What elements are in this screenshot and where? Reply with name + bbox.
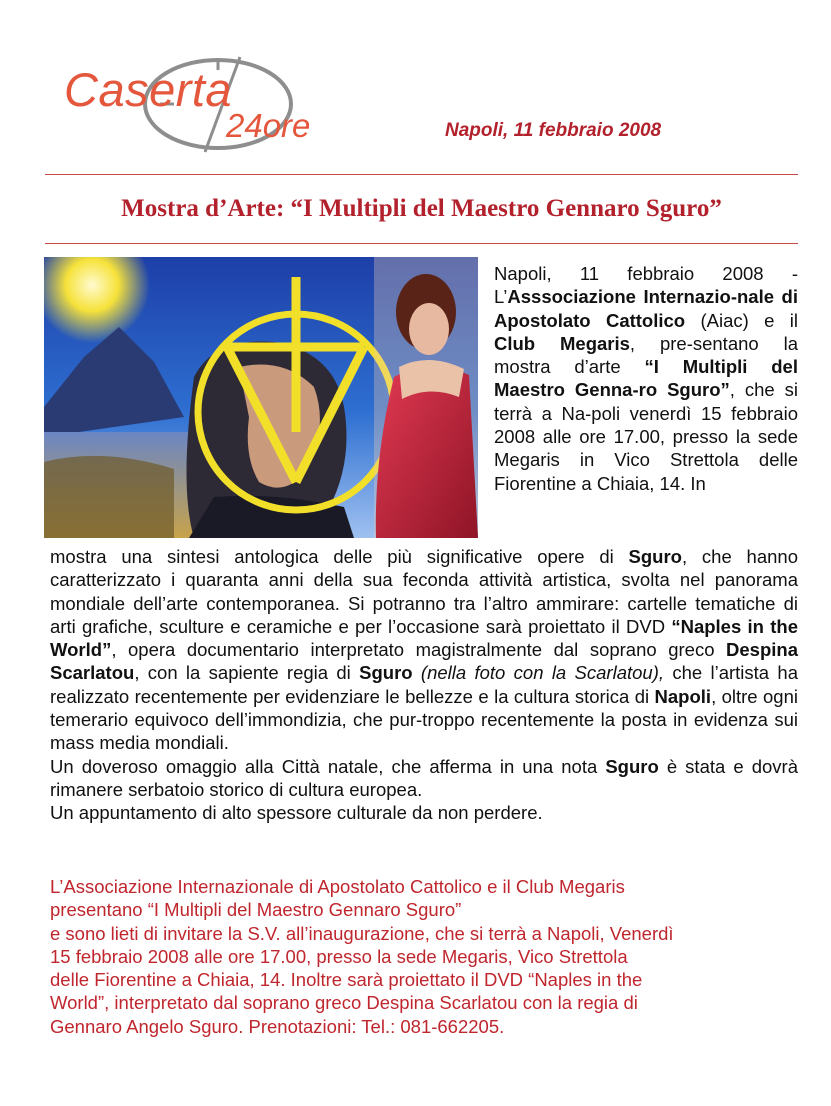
- invitation-line: Gennaro Angelo Sguro. Prenotazioni: Tel.: 081-662205.: [50, 1015, 505, 1037]
- article-lead: [494, 262, 798, 495]
- city-name: Napoli: [654, 685, 712, 707]
- issue-date: Napoli, 11 febbraio 2008: [445, 120, 662, 141]
- article-paragraph: [50, 545, 798, 755]
- article-paragraph: Un appuntamento di alto spessore culturale da non perdere.: [50, 802, 543, 824]
- exhibition-name: “I Multipli del Maestro Genna-ro Sguro”: [494, 356, 798, 401]
- photo-caption: (nella foto con la Scarlatou),: [420, 662, 664, 684]
- text-run: , opera documentario interpretato magistralmente dal soprano greco: [111, 639, 727, 661]
- text-run: [413, 662, 421, 683]
- text-run: , oltre ogni temerario equivoco dell’immondizia, che pur-troppo recentemente la posta in evidenza sui mass media mondiali.: [50, 685, 798, 754]
- invitation-line: 15 febbraio 2008 alle ore 17.00, presso la sede Megaris, Vico Strettola: [50, 945, 628, 967]
- invitation-block: [50, 875, 800, 1038]
- divider-top: [45, 174, 798, 175]
- article-lead-text: , pre-sentano la mostra d’arte: [494, 332, 798, 378]
- masthead: [0, 0, 831, 175]
- invitation-line: delle Fiorentine a Chiaia, 14. Inoltre sarà proiettato il DVD “Naples in the: [50, 969, 643, 991]
- artist-name: Sguro: [628, 546, 682, 567]
- text-run: è stata e dovrà rimanere serbatoio storico di cultura europea.: [50, 755, 798, 800]
- article-title: Mostra d’Arte: “I Multipli del Maestro Gennaro Sguro”: [121, 195, 722, 222]
- invitation-line: World”, interpretato dal soprano greco Despina Scarlatou con la regia di: [50, 992, 638, 1014]
- invitation-line: L’Associazione Internazionale di Apostolato Cattolico e il Club Megaris: [50, 876, 625, 897]
- text-run: Un doveroso omaggio alla Città natale, che afferma in una nota: [50, 755, 606, 777]
- article-photo: [44, 257, 478, 538]
- text-run: mostra una sintesi antologica delle più significative opere di: [50, 546, 629, 567]
- article-lead-text: (Aiac) e il: [685, 309, 798, 331]
- text-run: , che hanno caratterizzato i quaranta anni della sua feconda attività artistica, svolta nel panorama mondiale dell’arte contemporanea. Si potranno tra l’altro ammirare: cartelle tematiche di arti grafiche, sculture e ceramiche e per l’occasione sarà proiettato il DVD: [50, 546, 798, 637]
- article-lead-text: Napoli, 11 febbraio 2008 - L’: [494, 263, 798, 308]
- artist-name: Sguro: [359, 662, 413, 684]
- invitation-line: presentano “I Multipli del Maestro Gennaro Sguro”: [50, 899, 462, 921]
- logo-subtext: 24ore: [226, 107, 311, 144]
- article-lead-text: , che si terrà a Na-poli venerdì 15 febbraio 2008 alle ore 17.00, presso la sede Megaris in Vico Strettola delle Fiorentine a Chiaia, 14. In: [494, 379, 798, 494]
- soprano-name: Despina Scarlatou: [50, 639, 798, 684]
- article-body: [50, 545, 798, 825]
- dvd-title: “Naples in the World”: [50, 615, 798, 661]
- text-run: , con la sapiente regia di: [134, 662, 360, 684]
- divider-bottom: [45, 243, 798, 244]
- organization-name: Asssociazione Internazio-nale di Apostolato Cattolico: [494, 286, 798, 331]
- text-run: che l’artista ha realizzato recentemente per evidenziare le bellezze e la cultura storica di: [50, 662, 798, 707]
- artist-name: Sguro: [605, 755, 659, 777]
- invitation-line: e sono lieti di invitare la S.V. all’inaugurazione, che si terrà a Napoli, Venerdì: [50, 922, 674, 944]
- article-paragraph: [50, 755, 798, 802]
- club-name: Club Megaris: [494, 332, 630, 354]
- logo-text: Caserta: [64, 63, 233, 116]
